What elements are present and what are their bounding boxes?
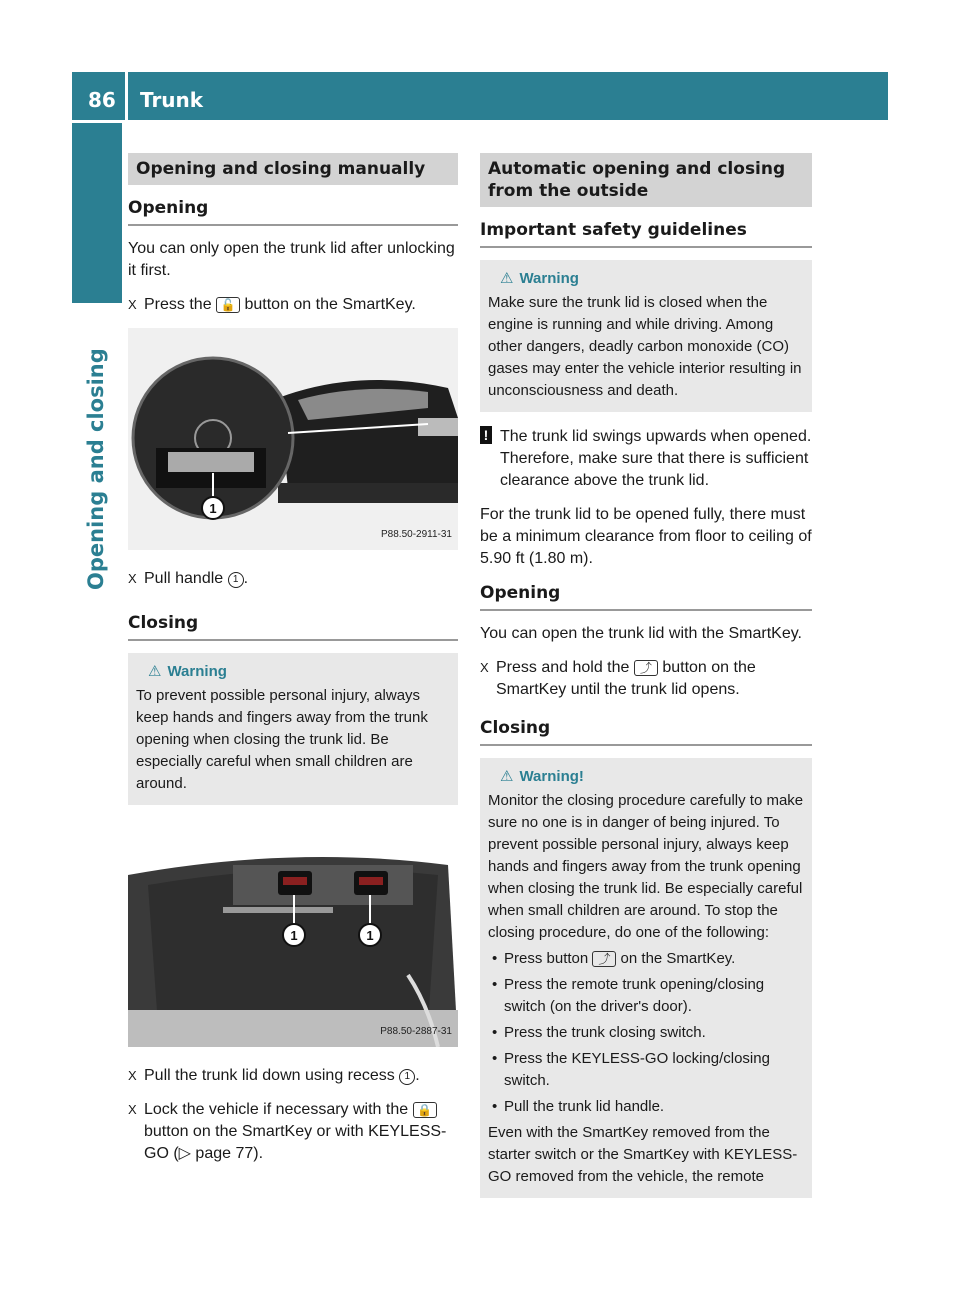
page-title: Trunk <box>140 88 204 112</box>
warning-box: ⚠ Warning To prevent possible personal injury, always keep hands and fingers away from the trunk opening when closing the trunk lid. Be especially careful when small children are around. <box>128 653 458 805</box>
warning-text: Make sure the trunk lid is closed when the engine is running and while driving. Among other dangers, deadly carbon monoxide (CO) gases may enter the vehicle interior resulting in unconsciousness and death. <box>488 294 802 399</box>
section-title-automatic: Automatic opening and closing from the outside <box>480 153 812 207</box>
subhead-opening-auto: Opening <box>480 582 812 611</box>
step-arrow-icon: X <box>128 1068 137 1083</box>
page-header <box>72 72 888 120</box>
photo-reference: P88.50-2911-31 <box>381 529 452 540</box>
trunk-button-icon: ⤴ <box>592 951 616 967</box>
warning-box-closing: ⚠ Warning! Monitor the closing procedure carefully to make sure no one is in danger of being injured. To prevent possible personal injury, always keep hands and fingers away from the trunk opening when closing the trunk lid. Be especially careful when small children are around. To stop the closing procedure, do one of the following: • Press button ⤴ on the SmartKey. • Press the remote trunk opening/closing switch (on the driver's door). • Press the trunk closing switch. • Press the KEYLESS-GO locking/closing switch. • Pull the trunk lid handle. Even with the SmartKey removed from the starter switch or the SmartKey with KEYLESS-GO removed from the vehicle, the remote <box>480 758 812 1198</box>
warning-icon: ⚠ <box>500 270 514 287</box>
svg-text:1: 1 <box>209 501 217 516</box>
opening-paragraph: You can only open the trunk lid after unlocking it first. <box>128 240 455 279</box>
right-column <box>480 153 812 1212</box>
warning-tail-text: Even with the SmartKey removed from the starter switch or the SmartKey with KEYLESS-GO removed from the vehicle, the remote <box>488 1124 798 1185</box>
trunk-button-icon: ⤴ <box>634 660 658 676</box>
svg-text:1: 1 <box>290 928 298 943</box>
note-clearance: ! The trunk lid swings upwards when opened. Therefore, make sure that there is sufficient clearance above the trunk lid. <box>480 426 812 492</box>
chapter-tab <box>72 123 122 303</box>
list-item: • Pull the trunk lid handle. <box>492 1098 665 1115</box>
unlock-icon: 🔓 <box>216 297 240 313</box>
warning-icon: ⚠ <box>148 663 162 680</box>
page-reference-link[interactable]: ▷ page 77 <box>178 1145 254 1162</box>
step-pull-handle: X Pull handle 1 . <box>128 568 458 590</box>
clearance-paragraph: For the trunk lid to be opened fully, there must be a minimum clearance from floor to ceiling of 5.90 ft (1.80 m). <box>480 506 812 567</box>
subhead-closing: Closing <box>128 612 458 641</box>
list-item: • Press the trunk closing switch. <box>492 1024 706 1041</box>
opening-auto-paragraph: You can open the trunk lid with the SmartKey. <box>480 625 802 642</box>
step-pull-lid-down: X Pull the trunk lid down using recess 1 . <box>128 1065 458 1087</box>
subhead-safety: Important safety guidelines <box>480 219 812 248</box>
step-arrow-icon: X <box>128 1102 137 1117</box>
step-arrow-icon: X <box>480 660 489 675</box>
list-item: • Press the remote trunk opening/closing switch (on the driver's door). <box>492 976 765 1015</box>
subhead-opening: Opening <box>128 197 458 226</box>
photo-reference: P88.50-2887-31 <box>380 1026 452 1037</box>
header-divider <box>125 72 128 120</box>
subhead-closing-auto: Closing <box>480 717 812 746</box>
step-press-hold: X Press and hold the ⤴ button on the SmartKey until the trunk lid opens. <box>480 659 756 698</box>
list-item: • Press button ⤴ on the SmartKey. <box>492 950 736 967</box>
warning-box: ⚠ Warning Make sure the trunk lid is closed when the engine is running and while driving. Among other dangers, deadly carbon monoxide (CO) gases may enter the vehicle interior resulting in unconsciousness and death. <box>480 260 812 412</box>
lock-icon: 🔒 <box>413 1102 437 1118</box>
step-arrow-icon: X <box>128 571 137 586</box>
chapter-label: Opening and closing <box>84 348 108 590</box>
warning-icon: ⚠ <box>500 768 514 785</box>
step-press-unlock: X Press the 🔓 button on the SmartKey. <box>128 294 458 316</box>
note-icon: ! <box>480 426 492 444</box>
list-item: • Press the KEYLESS-GO locking/closing switch. <box>492 1050 770 1089</box>
section-title-manual: Opening and closing manually <box>128 153 458 185</box>
warning-text: Monitor the closing procedure carefully to make sure no one is in danger of being injured. To prevent possible personal injury, always keep hands and fingers away from the trunk opening when closing the trunk lid. Be especially careful when small children are around. To stop the closing procedure, do one of the following: <box>488 792 804 941</box>
callout-number: 1 <box>228 572 244 588</box>
step-lock-vehicle: X Lock the vehicle if necessary with the 🔒 button on the SmartKey or with KEYLESS-GO (▷ page 77). <box>128 1101 447 1162</box>
callout-number: 1 <box>399 1069 415 1085</box>
step-arrow-icon: X <box>128 297 137 312</box>
page-number: 86 <box>88 88 116 112</box>
trunk-recess-photo <box>128 825 458 1047</box>
left-column <box>128 153 458 1177</box>
trunk-handle-photo <box>128 328 458 550</box>
svg-text:1: 1 <box>366 928 374 943</box>
warning-text: To prevent possible personal injury, always keep hands and fingers away from the trunk opening when closing the trunk lid. Be especially careful when small children are around. <box>136 687 428 792</box>
